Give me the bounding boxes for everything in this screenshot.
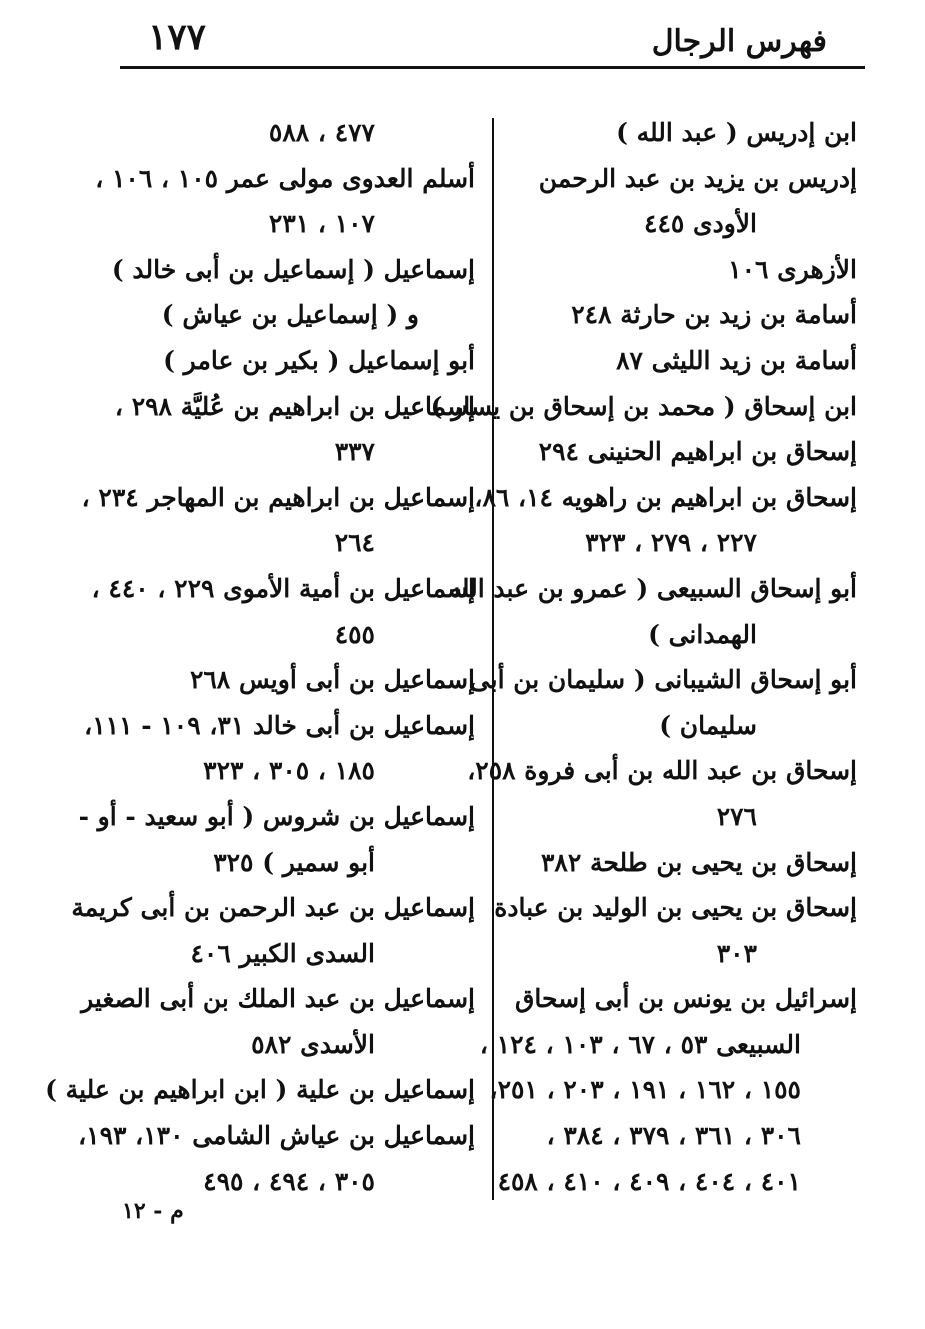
index-entry-line: إسحاق بن يحيى بن الوليد بن عبادة <box>494 893 857 923</box>
index-entry-line: إسماعيل بن عبد الرحمن بن أبى كريمة <box>71 893 475 923</box>
index-entry-line: إسماعيل بن ابراهيم بن عُليَّة ٢٩٨ ، <box>114 391 475 421</box>
column-divider <box>492 118 494 1200</box>
index-entry-line: ٣٠٥ ، ٤٩٤ ، ٤٩٥ <box>203 1166 375 1196</box>
index-entry-line: إسماعيل ( إسماعيل بن أبى خالد ) <box>111 254 475 284</box>
index-entry-line: ٣٣٧ <box>334 437 375 467</box>
index-entry-line: إسماعيل بن أبى أويس ٢٦٨ <box>189 665 475 695</box>
index-entry-line: أبو إسماعيل ( بكير بن عامر ) <box>163 345 475 375</box>
index-entry-line: إسحاق بن ابراهيم الحنينى ٢٩٤ <box>538 437 857 467</box>
index-entry-line: السدى الكبير ٤٠٦ <box>190 938 375 968</box>
index-entry-line: سليمان ) <box>659 710 757 740</box>
index-entry-line: إدريس بن يزيد بن عبد الرحمن <box>538 163 857 193</box>
index-entry-line: ١٥٥ ، ١٦٢ ، ١٩١ ، ٢٠٣ ، ٢٥١، <box>489 1075 801 1105</box>
page-number: ١٧٧ <box>148 16 207 58</box>
index-entry-line: إسماعيل بن ابراهيم بن المهاجر ٢٣٤ ، <box>81 482 475 512</box>
index-entry-line: أسامة بن زيد بن حارثة ٢٤٨ <box>571 300 857 330</box>
index-entry-line: إسحاق بن ابراهيم بن راهويه ١٤، ٨٦، <box>474 482 857 512</box>
index-entry-line: و ( إسماعيل بن عياش ) <box>161 300 419 330</box>
index-entry-line: ١٠٧ ، ٢٣١ <box>268 209 375 239</box>
index-entry-line: إسماعيل بن شروس ( أبو سعيد - أو - <box>78 801 475 831</box>
index-entry-line: ٢٧٦ <box>716 801 757 831</box>
header-rule <box>120 66 865 69</box>
index-entry-line: الأسدى ٥٨٢ <box>251 1029 375 1059</box>
index-entry-line: ٢٢٧ ، ٢٧٩ ، ٣٢٣ <box>585 528 757 558</box>
index-entry-line: الهمدانى ) <box>648 619 757 649</box>
index-entry-line: إسماعيل بن أبى خالد ٣١، ١٠٩ - ١١١، <box>84 710 475 740</box>
index-column-left <box>45 110 475 1204</box>
index-entry-line: ٣٠٦ ، ٣٦١ ، ٣٧٩ ، ٣٨٤ ، <box>546 1121 801 1151</box>
index-entry-line: إسحاق بن يحيى بن طلحة ٣٨٢ <box>540 847 857 877</box>
index-entry-line: أبو إسحاق السبيعى ( عمرو بن عبد الله <box>448 573 857 603</box>
index-entry-line: أسامة بن زيد الليثى ٨٧ <box>616 345 857 375</box>
index-column-right <box>430 110 857 1204</box>
index-entry-line: ٤٠١ ، ٤٠٤ ، ٤٠٩ ، ٤١٠ ، ٤٥٨ <box>497 1166 801 1196</box>
index-entry-line: الأودى ٤٤٥ <box>644 209 757 239</box>
index-entry-line: أسلم العدوى مولى عمر ١٠٥ ، ١٠٦ ، <box>95 163 475 193</box>
index-entry-line: السبيعى ٥٣ ، ٦٧ ، ١٠٣ ، ١٢٤ ، <box>479 1029 801 1059</box>
running-head-title: فهرس الرجال <box>651 24 827 59</box>
index-entry-line: أبو إسحاق الشيبانى ( سليمان بن أبى <box>469 665 857 695</box>
signature-mark: م - ١٢ <box>122 1198 184 1224</box>
index-entry-line: ابن إدريس ( عبد الله ) <box>616 118 857 147</box>
index-entry-line: إسماعيل بن علية ( ابن ابراهيم بن علية ) <box>45 1075 475 1105</box>
index-entry-line: إسماعيل بن عياش الشامى ١٣٠، ١٩٣، <box>78 1121 475 1151</box>
index-entry-line: الأزهرى ١٠٦ <box>728 254 857 284</box>
index-entry-line: ٢٦٤ <box>334 528 375 558</box>
index-entry-line: إسماعيل بن أمية الأموى ٢٢٩ ، ٤٤٠ ، <box>91 573 475 603</box>
index-entry-line: إسرائيل بن يونس بن أبى إسحاق <box>514 984 857 1014</box>
index-entry-line: ٤٥٥ <box>334 619 375 649</box>
index-entry-line: ٤٧٧ ، ٥٨٨ <box>268 118 375 147</box>
index-entry-line: إسماعيل بن عبد الملك بن أبى الصغير <box>81 984 475 1014</box>
index-entry-line: إسحاق بن عبد الله بن أبى فروة ٢٥٨، <box>467 756 857 786</box>
index-entry-line: ١٨٥ ، ٣٠٥ ، ٣٢٣ <box>203 756 375 786</box>
index-entry-line: أبو سمير ) ٣٢٥ <box>213 847 375 877</box>
index-entry-line: ٣٠٣ <box>716 938 757 968</box>
index-entry-line: ابن إسحاق ( محمد بن إسحاق بن يسار ) <box>430 391 857 421</box>
